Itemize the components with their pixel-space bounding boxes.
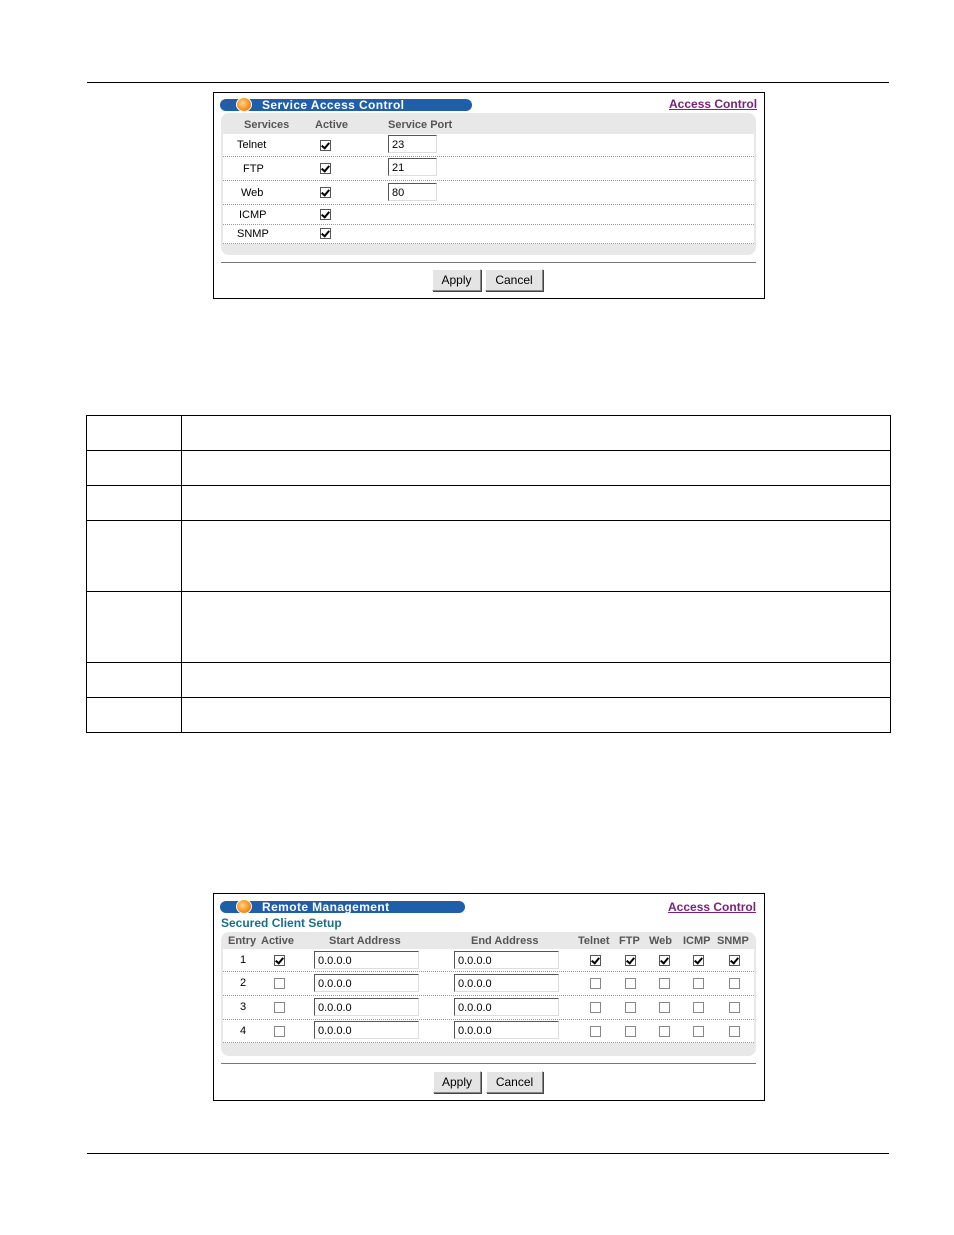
panel-title: Service Access Control [220, 99, 472, 111]
table-cell [87, 698, 182, 733]
entry-number: 3 [240, 1001, 247, 1013]
table-cell [87, 663, 182, 698]
entry-3-end-address-input[interactable]: 0.0.0.0 [454, 998, 559, 1016]
header-ftp: FTP [619, 935, 640, 947]
entry-1-telnet-checkbox[interactable] [590, 955, 601, 966]
entry-3-active-checkbox[interactable] [274, 1002, 285, 1013]
divider [221, 1063, 756, 1065]
entry-4-ftp-checkbox[interactable] [625, 1026, 636, 1037]
entry-number: 1 [240, 954, 247, 966]
header-end-address: End Address [471, 935, 539, 947]
header-telnet: Telnet [578, 935, 610, 947]
table-row [223, 996, 754, 1020]
icmp-active-checkbox[interactable] [320, 209, 331, 220]
entry-1-snmp-checkbox[interactable] [729, 955, 740, 966]
page-bottom-rule [87, 1153, 889, 1154]
apply-button[interactable]: Apply [432, 269, 481, 291]
header-active: Active [261, 935, 295, 947]
entry-1-icmp-checkbox[interactable] [693, 955, 704, 966]
divider [221, 262, 756, 264]
entry-2-web-checkbox[interactable] [659, 978, 670, 989]
header-snmp: SNMP [717, 935, 749, 947]
header-start-address: Start Address [329, 935, 401, 947]
table-cell [182, 451, 891, 486]
entry-2-active-checkbox[interactable] [274, 978, 285, 989]
entry-2-start-address-input[interactable]: 0.0.0.0 [314, 974, 419, 992]
header-entry: Entry [228, 935, 257, 947]
remote-management-panel [213, 893, 765, 1101]
entry-4-end-address-input[interactable]: 0.0.0.0 [454, 1021, 559, 1039]
table-row [223, 225, 754, 244]
cancel-button[interactable]: Cancel [486, 1071, 543, 1093]
entry-number: 4 [240, 1025, 247, 1037]
apply-button[interactable]: Apply [433, 1071, 481, 1093]
entry-3-telnet-checkbox[interactable] [590, 1002, 601, 1013]
table-row [223, 1020, 754, 1043]
secured-client-table [221, 932, 756, 1056]
service-name: Telnet [237, 139, 267, 151]
service-name: FTP [243, 163, 264, 175]
table-cell [182, 416, 891, 451]
cancel-button[interactable]: Cancel [485, 269, 543, 291]
telnet-port-input[interactable]: 23 [388, 135, 437, 153]
snmp-active-checkbox[interactable] [320, 228, 331, 239]
table-row [223, 949, 754, 972]
table-row [223, 181, 754, 205]
orb-icon [236, 899, 252, 914]
access-control-link[interactable]: Access Control [669, 97, 758, 111]
table-cell [87, 486, 182, 521]
table-row [223, 205, 754, 225]
page-top-rule [87, 82, 889, 83]
web-active-checkbox[interactable] [320, 187, 331, 198]
header-active: Active [315, 119, 349, 131]
entry-3-snmp-checkbox[interactable] [729, 1002, 740, 1013]
entry-number: 2 [240, 977, 247, 989]
table-cell [182, 698, 891, 733]
entry-4-telnet-checkbox[interactable] [590, 1026, 601, 1037]
panel-title: Remote Management [220, 901, 465, 913]
entry-4-snmp-checkbox[interactable] [729, 1026, 740, 1037]
table-cell [87, 416, 182, 451]
entry-1-web-checkbox[interactable] [659, 955, 670, 966]
ftp-active-checkbox[interactable] [320, 163, 331, 174]
entry-4-start-address-input[interactable]: 0.0.0.0 [314, 1021, 419, 1039]
entry-4-active-checkbox[interactable] [274, 1026, 285, 1037]
table-cell [182, 486, 891, 521]
table-cell [87, 592, 182, 663]
service-name: Web [241, 187, 264, 199]
access-control-link[interactable]: Access Control [668, 900, 757, 914]
entry-2-snmp-checkbox[interactable] [729, 978, 740, 989]
header-service-port: Service Port [388, 119, 453, 131]
table-row [223, 972, 754, 996]
service-name: ICMP [239, 209, 267, 221]
entry-3-start-address-input[interactable]: 0.0.0.0 [314, 998, 419, 1016]
table-cell [87, 451, 182, 486]
entry-1-end-address-input[interactable]: 0.0.0.0 [454, 951, 559, 969]
table-cell [182, 663, 891, 698]
table-cell [182, 592, 891, 663]
entry-3-web-checkbox[interactable] [659, 1002, 670, 1013]
header-services: Services [244, 119, 290, 131]
entry-3-ftp-checkbox[interactable] [625, 1002, 636, 1013]
table-cell [87, 521, 182, 592]
table-cell [182, 521, 891, 592]
header-web: Web [649, 935, 673, 947]
entry-2-telnet-checkbox[interactable] [590, 978, 601, 989]
ftp-port-input[interactable]: 21 [388, 158, 437, 176]
telnet-active-checkbox[interactable] [320, 140, 331, 151]
table-row [223, 134, 754, 157]
entry-1-ftp-checkbox[interactable] [625, 955, 636, 966]
entry-1-start-address-input[interactable]: 0.0.0.0 [314, 951, 419, 969]
entry-4-web-checkbox[interactable] [659, 1026, 670, 1037]
entry-3-icmp-checkbox[interactable] [693, 1002, 704, 1013]
service-table [221, 113, 756, 255]
description-table [86, 415, 891, 733]
entry-1-active-checkbox[interactable] [274, 955, 285, 966]
secured-client-setup-title: Secured Client Setup [221, 916, 342, 930]
entry-2-end-address-input[interactable]: 0.0.0.0 [454, 974, 559, 992]
entry-4-icmp-checkbox[interactable] [693, 1026, 704, 1037]
entry-2-ftp-checkbox[interactable] [625, 978, 636, 989]
orb-icon [236, 97, 252, 112]
table-row [223, 157, 754, 181]
web-port-input[interactable]: 80 [388, 183, 437, 201]
header-icmp: ICMP [683, 935, 711, 947]
service-name: SNMP [237, 228, 269, 240]
service-access-panel [213, 92, 765, 299]
entry-2-icmp-checkbox[interactable] [693, 978, 704, 989]
